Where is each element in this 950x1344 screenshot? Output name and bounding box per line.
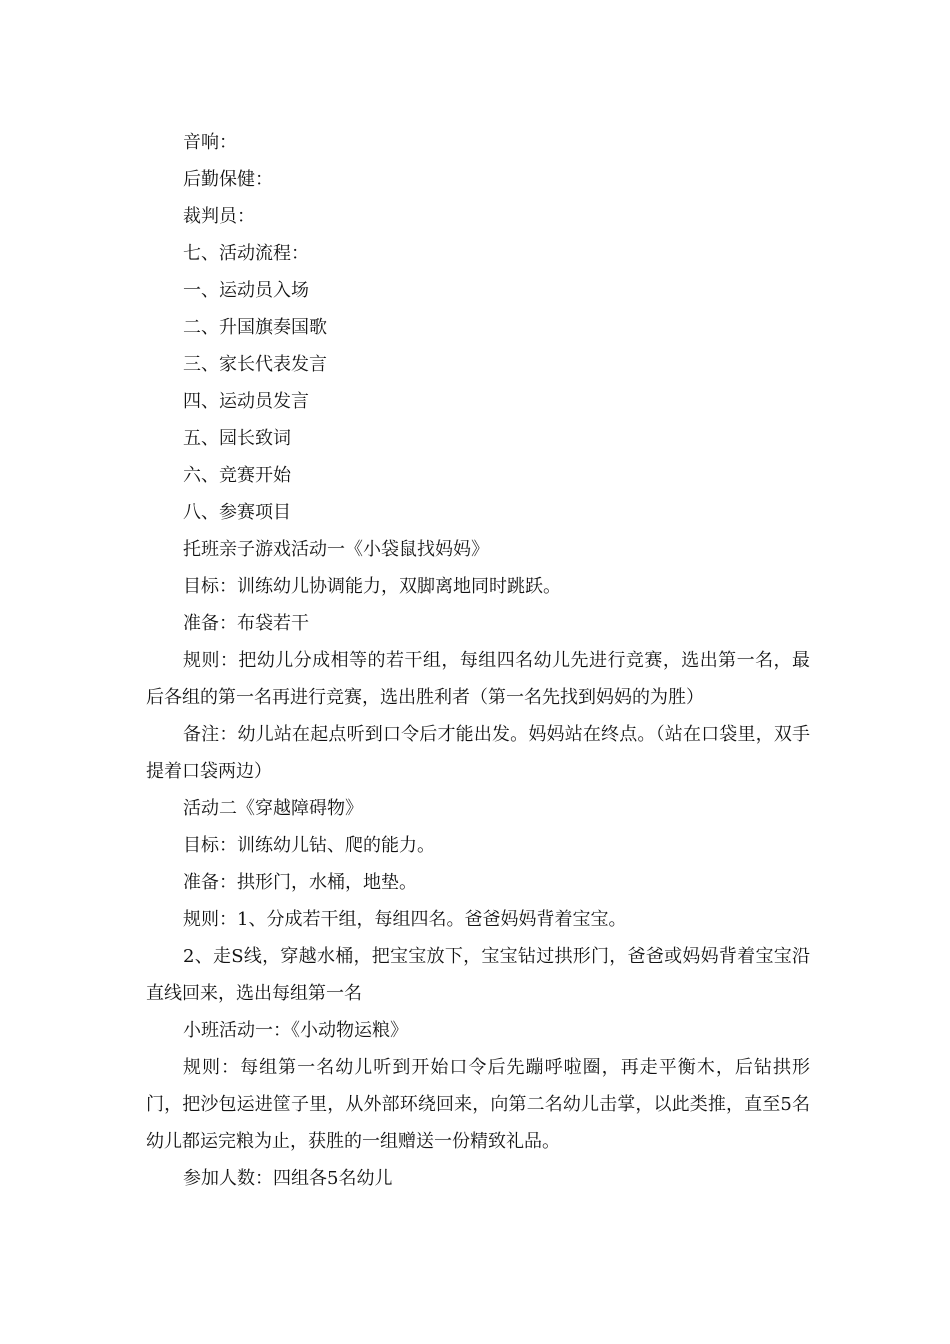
paragraph-audio: 音响： — [183, 132, 237, 153]
flow-item-1: 一、运动员入场 — [183, 280, 309, 301]
activity-title-2: 活动二《穿越障碍物》 — [183, 798, 363, 819]
activity-title-1: 托班亲子游戏活动一《小袋鼠找妈妈》 — [183, 539, 489, 560]
activity-2-rules-step-2: 2、走S线，穿越水桶，把宝宝放下，宝宝钻过拱形门，爸爸或妈妈背着宝宝沿直线回来，选出每组第一名 — [146, 946, 810, 1004]
flow-item-2: 二、升国旗奏国歌 — [183, 317, 327, 338]
document-body — [146, 124, 810, 1197]
paragraph-logistics: 后勤保健： — [183, 169, 273, 190]
activity-1-goal: 目标：训练幼儿协调能力，双脚离地同时跳跃。 — [183, 576, 561, 597]
flow-item-4: 四、运动员发言 — [183, 391, 309, 412]
activity-2-goal: 目标：训练幼儿钻、爬的能力。 — [183, 835, 435, 856]
section-heading-events: 八、参赛项目 — [183, 502, 291, 523]
paragraph-referee: 裁判员： — [183, 206, 255, 227]
flow-item-6: 六、竞赛开始 — [183, 465, 291, 486]
flow-item-5: 五、园长致词 — [183, 428, 291, 449]
activity-3-rules: 规则：每组第一名幼儿听到开始口令后先蹦呼啦圈，再走平衡木，后钻拱形门，把沙包运进筐子里，从外部环绕回来，向第二名幼儿击掌，以此类推，直至5名幼儿都运完粮为止，获胜的一组赠送一份精致礼品。 — [146, 1057, 810, 1152]
activity-3-participants: 参加人数：四组各5名幼儿 — [183, 1168, 393, 1189]
activity-2-rules: 规则：1、分成若干组，每组四名。爸爸妈妈背着宝宝。 — [183, 909, 627, 930]
activity-2-prep: 准备：拱形门，水桶，地垫。 — [183, 872, 417, 893]
section-heading-activity-flow: 七、活动流程： — [183, 243, 309, 264]
activity-1-prep: 准备：布袋若干 — [183, 613, 309, 634]
activity-1-rules: 规则：把幼儿分成相等的若干组，每组四名幼儿先进行竞赛，选出第一名，最后各组的第一名再进行竞赛，选出胜利者（第一名先找到妈妈的为胜） — [146, 650, 810, 708]
activity-1-notes: 备注：幼儿站在起点听到口令后才能出发。妈妈站在终点。（站在口袋里，双手提着口袋两边） — [146, 724, 810, 782]
activity-title-3: 小班活动一：《小动物运粮》 — [183, 1020, 408, 1041]
flow-item-3: 三、家长代表发言 — [183, 354, 327, 375]
